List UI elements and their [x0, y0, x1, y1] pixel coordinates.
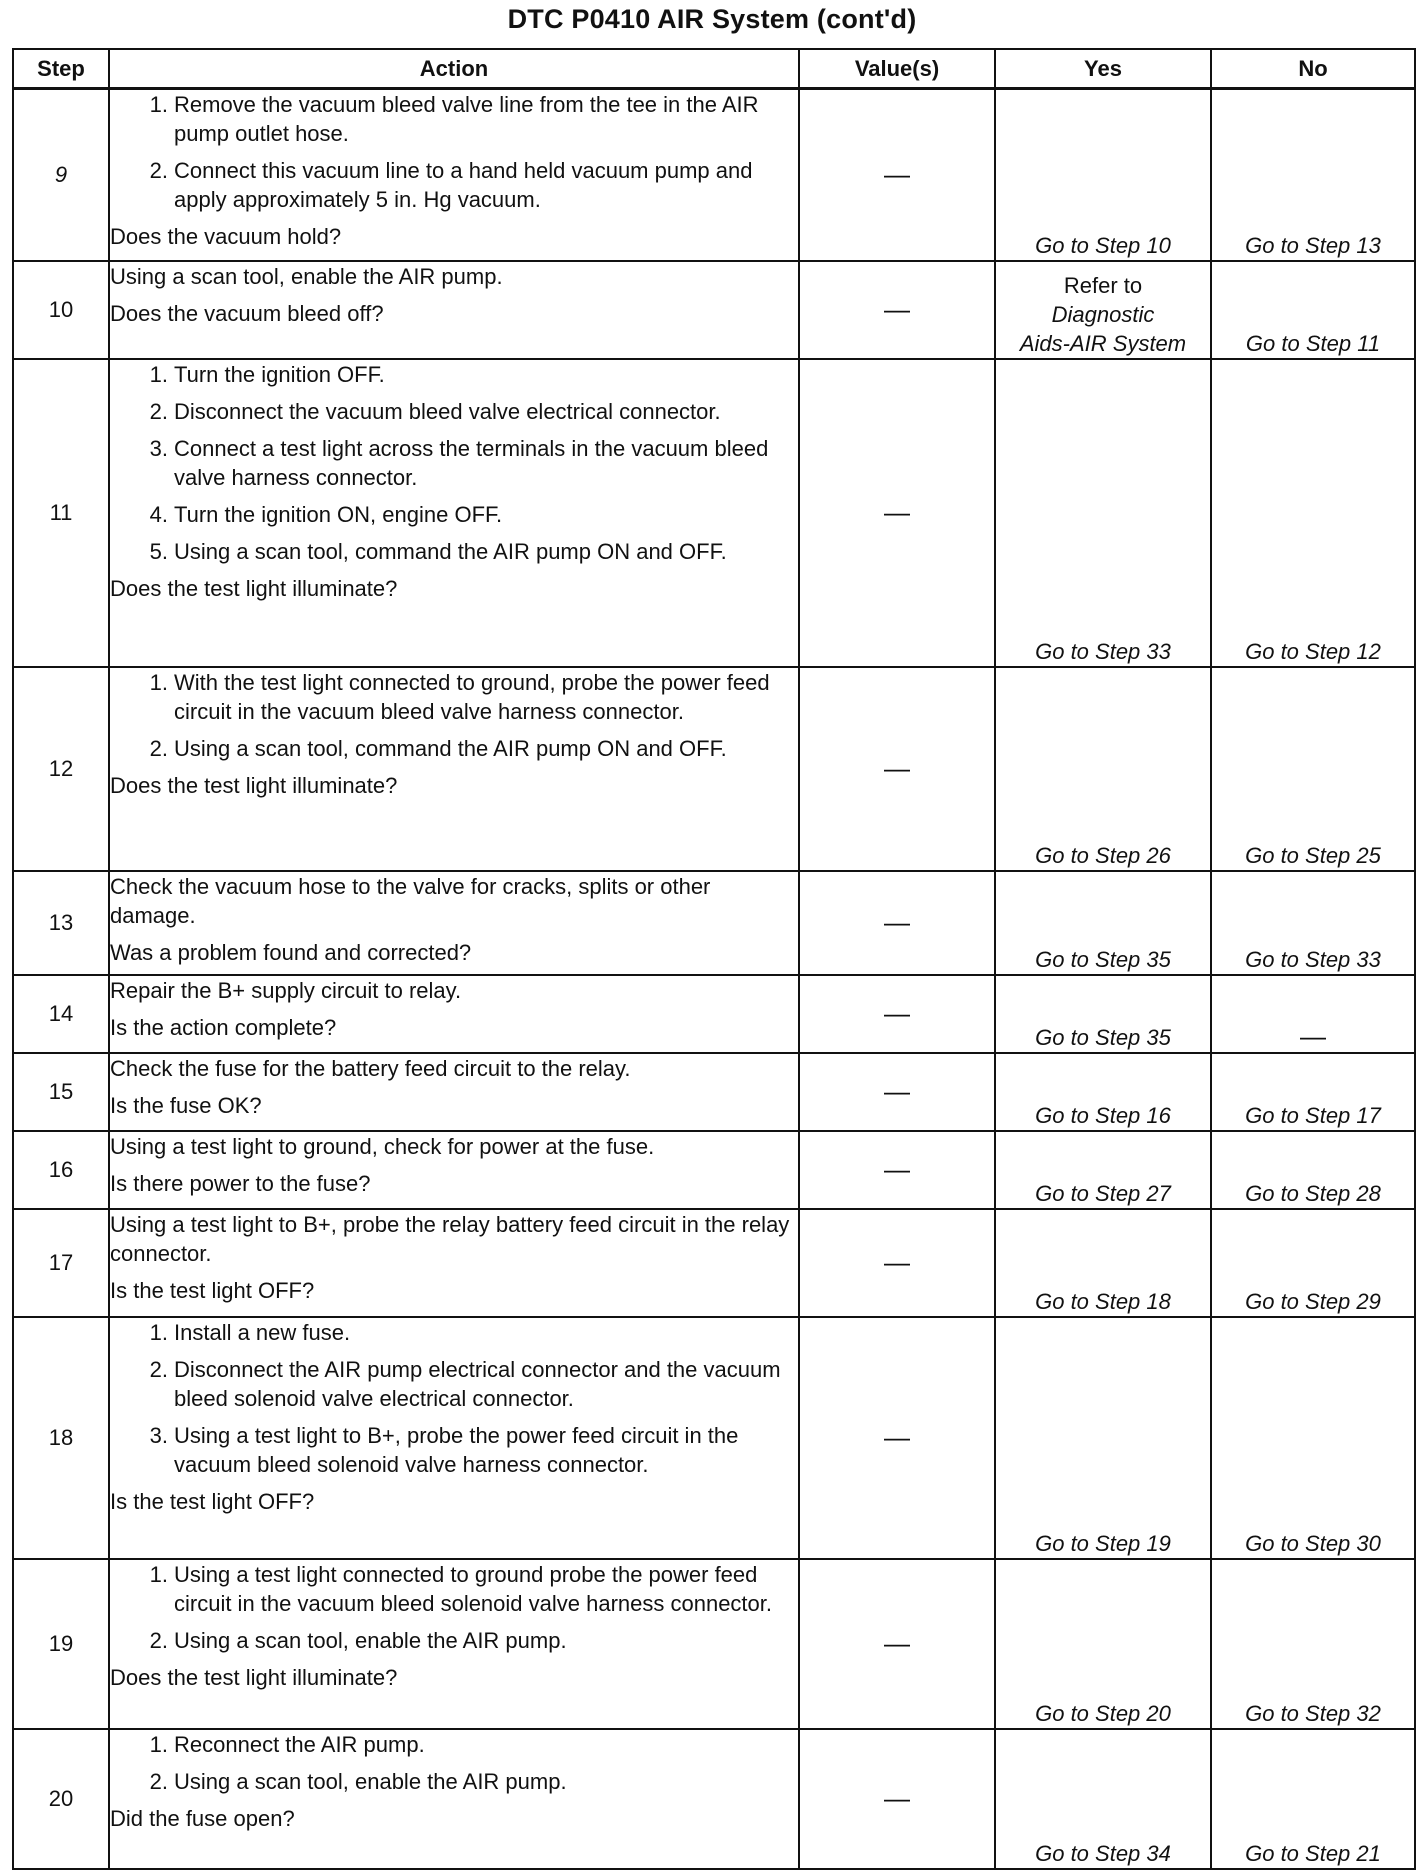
step-number: 10	[13, 261, 109, 359]
header-yes: Yes	[995, 49, 1211, 89]
yes-refer-line: Refer to	[1063, 272, 1143, 298]
value-cell: —	[799, 1317, 995, 1559]
value-cell: —	[799, 1131, 995, 1209]
step-number: 17	[13, 1209, 109, 1317]
step-number: 20	[13, 1729, 109, 1869]
action-question: Does the test light illuminate?	[110, 772, 398, 798]
step-number: 19	[13, 1559, 109, 1729]
action-question: Was a problem found and corrected?	[110, 939, 472, 965]
action-cell	[109, 1053, 799, 1131]
no-cell: Go to Step 30	[1211, 1317, 1415, 1559]
action-cell	[109, 1559, 799, 1729]
value-cell: —	[799, 89, 995, 261]
value-cell: —	[799, 1559, 995, 1729]
action-step: 1. Reconnect the AIR pump.	[149, 1731, 425, 1757]
yes-cell: Go to Step 35	[995, 871, 1211, 975]
action-question: Is the fuse OK?	[110, 1092, 262, 1118]
table-row	[13, 667, 1415, 871]
action-step: 2. Using a scan tool, command the AIR pump ON and OFF.	[149, 735, 727, 761]
table-row	[13, 1209, 1415, 1317]
action-question: Is the test light OFF?	[110, 1488, 315, 1514]
diagnostic-table	[12, 48, 1416, 1870]
action-steps	[110, 1560, 798, 1655]
action-cell	[109, 975, 799, 1053]
action-question: Did the fuse open?	[110, 1805, 295, 1831]
header-values: Value(s)	[799, 49, 995, 89]
action-question: Does the vacuum bleed off?	[110, 300, 384, 326]
step-number: 9	[13, 89, 109, 261]
page-title: DTC P0410 AIR System (cont'd)	[507, 4, 917, 34]
action-question: Is the test light OFF?	[110, 1277, 315, 1303]
action-text: Using a scan tool, enable the AIR pump.	[110, 263, 503, 289]
action-step: 5. Using a scan tool, command the AIR pump ON and OFF.	[149, 538, 727, 564]
no-cell: Go to Step 33	[1211, 871, 1415, 975]
action-step: 2. Disconnect the vacuum bleed valve electrical connector.	[149, 398, 721, 424]
action-cell	[109, 1317, 799, 1559]
action-steps	[110, 360, 798, 566]
step-number: 11	[13, 359, 109, 667]
action-steps	[110, 1730, 798, 1796]
value-cell: —	[799, 667, 995, 871]
no-cell: Go to Step 17	[1211, 1053, 1415, 1131]
action-question: Does the test light illuminate?	[110, 1664, 398, 1690]
action-question: Does the vacuum hold?	[110, 224, 342, 249]
table-row	[13, 975, 1415, 1053]
action-question: Is there power to the fuse?	[110, 1170, 371, 1196]
action-cell	[109, 667, 799, 871]
action-cell	[109, 261, 799, 359]
yes-cell: Go to Step 34	[995, 1729, 1211, 1869]
table-row	[13, 261, 1415, 359]
table-row	[13, 1559, 1415, 1729]
no-cell: Go to Step 32	[1211, 1559, 1415, 1729]
action-step: 1. With the test light connected to ground, probe the power feed circuit in the vacuum bleed valve harness connector.	[149, 669, 770, 724]
yes-cell: Go to Step 20	[995, 1559, 1211, 1729]
no-cell: Go to Step 25	[1211, 667, 1415, 871]
no-cell: Go to Step 21	[1211, 1729, 1415, 1869]
action-step: 2. Using a scan tool, enable the AIR pump.	[149, 1627, 567, 1653]
table-row	[13, 89, 1415, 261]
yes-cell: Go to Step 27	[995, 1131, 1211, 1209]
step-number: 18	[13, 1317, 109, 1559]
table-row	[13, 1729, 1415, 1869]
table-row	[13, 1317, 1415, 1559]
no-cell: Go to Step 29	[1211, 1209, 1415, 1317]
table-header-row	[13, 49, 1415, 89]
step-number: 13	[13, 871, 109, 975]
action-cell	[109, 359, 799, 667]
yes-cell: Go to Step 10	[995, 89, 1211, 261]
action-step: 3. Connect a test light across the terminals in the vacuum bleed valve harness connector.	[149, 435, 769, 490]
value-cell: —	[799, 261, 995, 359]
action-cell	[109, 1729, 799, 1869]
no-cell: Go to Step 13	[1211, 89, 1415, 261]
action-step: 1. Turn the ignition OFF.	[149, 361, 385, 387]
value-cell: —	[799, 871, 995, 975]
yes-refer-line: Aids-AIR System	[1019, 330, 1187, 356]
step-number: 12	[13, 667, 109, 871]
value-cell: —	[799, 359, 995, 667]
action-step: 1. Install a new fuse.	[149, 1319, 351, 1345]
action-step: 2. Connect this vacuum line to a hand held vacuum pump and apply approximately 5 in. Hg vacuum.	[149, 158, 753, 212]
yes-cell: Go to Step 26	[995, 667, 1211, 871]
yes-cell	[995, 261, 1211, 359]
header-step: Step	[13, 49, 109, 89]
action-text: Using a test light to B+, probe the relay battery feed circuit in the relay connector.	[110, 1211, 790, 1266]
yes-cell: Go to Step 19	[995, 1317, 1211, 1559]
no-cell: Go to Step 28	[1211, 1131, 1415, 1209]
value-cell: —	[799, 1209, 995, 1317]
action-step: 1. Using a test light connected to ground probe the power feed circuit in the vacuum bleed solenoid valve harness connector.	[149, 1561, 773, 1616]
table-row	[13, 1053, 1415, 1131]
action-question: Is the action complete?	[110, 1014, 337, 1040]
no-cell	[1211, 975, 1415, 1053]
no-dash: —	[1300, 1020, 1326, 1051]
action-text: Check the fuse for the battery feed circuit to the relay.	[110, 1055, 631, 1081]
action-text: Check the vacuum hose to the valve for cracks, splits or other damage.	[110, 873, 711, 928]
action-cell	[109, 1209, 799, 1317]
no-cell: Go to Step 12	[1211, 359, 1415, 667]
yes-cell: Go to Step 18	[995, 1209, 1211, 1317]
table-row	[13, 359, 1415, 667]
yes-cell: Go to Step 33	[995, 359, 1211, 667]
header-no: No	[1211, 49, 1415, 89]
action-text: Using a test light to ground, check for power at the fuse.	[110, 1133, 655, 1159]
action-step: 3. Using a test light to B+, probe the power feed circuit in the vacuum bleed solenoid valve harness connector.	[149, 1422, 739, 1477]
table-row	[13, 1131, 1415, 1209]
action-step: 1. Remove the vacuum bleed valve line from the tee in the AIR pump outlet hose.	[149, 92, 759, 146]
table-row	[13, 871, 1415, 975]
action-text: Repair the B+ supply circuit to relay.	[110, 977, 462, 1003]
action-step: 4. Turn the ignition ON, engine OFF.	[149, 501, 503, 527]
action-step: 2. Using a scan tool, enable the AIR pump.	[149, 1768, 567, 1794]
yes-refer-line: Diagnostic	[1051, 301, 1155, 327]
yes-cell: Go to Step 35	[995, 975, 1211, 1053]
value-cell: —	[799, 1729, 995, 1869]
step-number: 14	[13, 975, 109, 1053]
yes-cell: Go to Step 16	[995, 1053, 1211, 1131]
action-cell	[109, 871, 799, 975]
action-question: Does the test light illuminate?	[110, 575, 398, 601]
action-cell	[109, 89, 799, 261]
action-steps	[110, 1318, 798, 1479]
value-cell: —	[799, 1053, 995, 1131]
value-cell: —	[799, 975, 995, 1053]
action-cell	[109, 1131, 799, 1209]
header-action: Action	[109, 49, 799, 89]
no-cell: Go to Step 11	[1211, 261, 1415, 359]
action-steps	[110, 90, 798, 214]
action-steps	[110, 668, 798, 763]
step-number: 16	[13, 1131, 109, 1209]
action-step: 2. Disconnect the AIR pump electrical connector and the vacuum bleed solenoid valve electrical connector.	[149, 1356, 781, 1411]
step-number: 15	[13, 1053, 109, 1131]
